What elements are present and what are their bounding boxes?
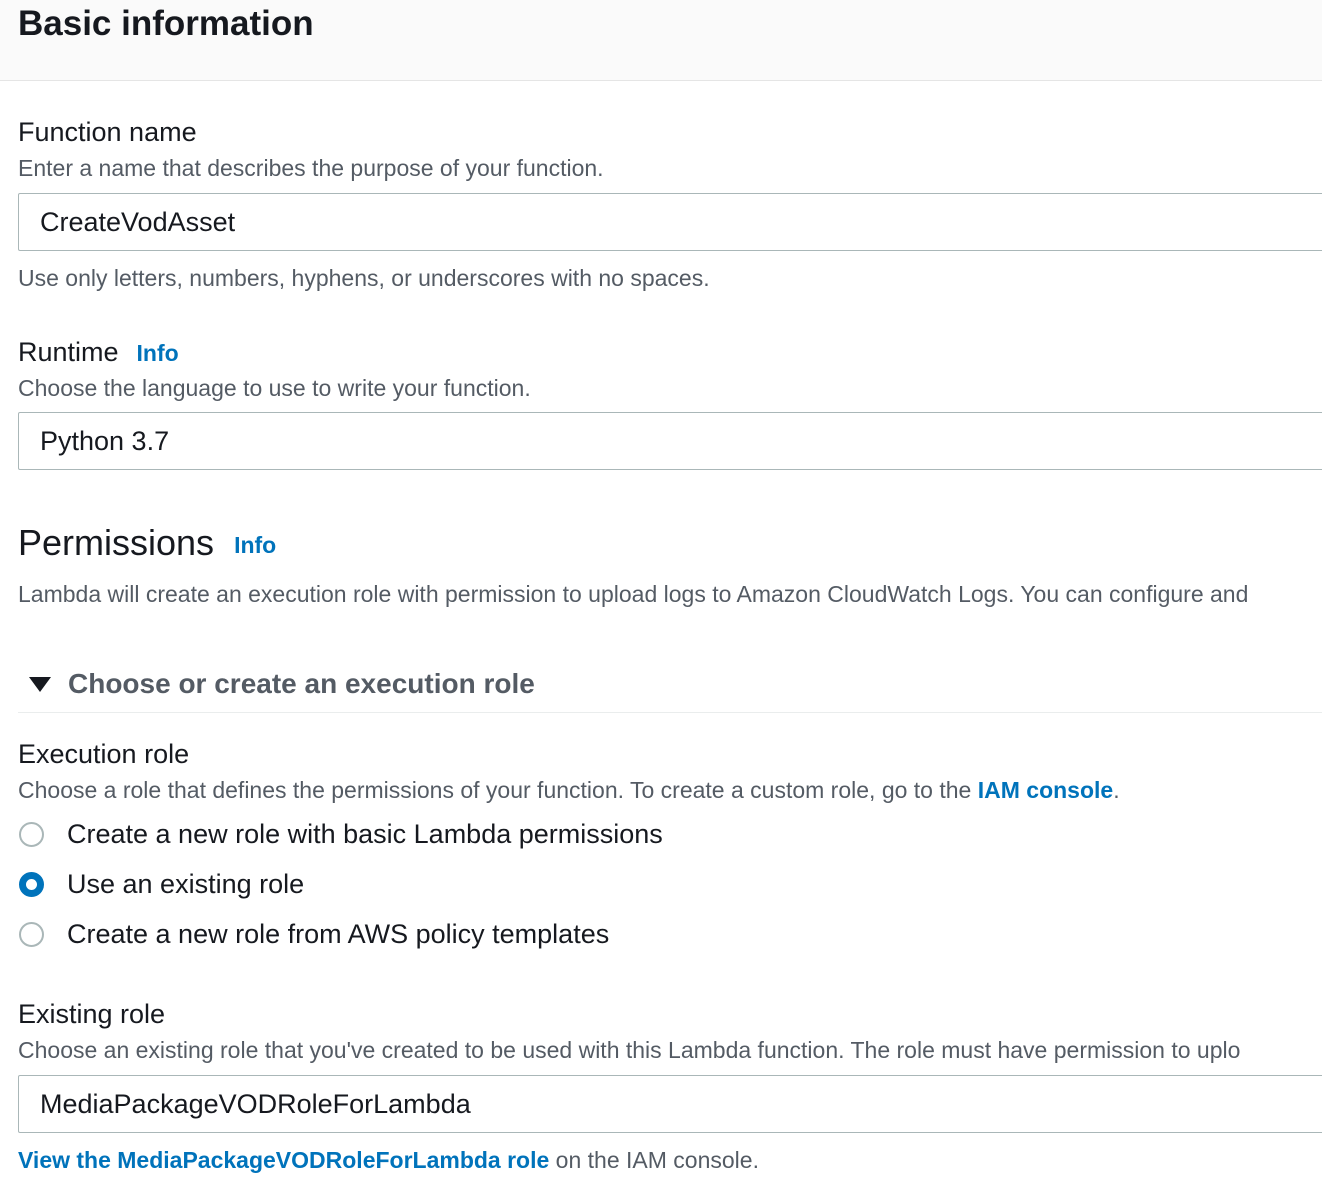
runtime-description: Choose the language to use to write your function.: [18, 375, 531, 401]
execution-role-description: [18, 775, 1120, 805]
radio-button[interactable]: [19, 922, 44, 947]
existing-role-select[interactable]: MediaPackageVODRoleForLambda: [18, 1075, 1322, 1133]
runtime-info-link[interactable]: Info: [136, 340, 179, 366]
runtime-label: Runtime: [18, 337, 119, 367]
function-name-description: Enter a name that describes the purpose of your function.: [18, 155, 604, 181]
radio-option-policy-templates[interactable]: [19, 917, 609, 951]
view-role-suffix: on the IAM console.: [549, 1147, 759, 1173]
radio-option-new-basic-role[interactable]: [19, 817, 663, 851]
permissions-title-row: [18, 521, 276, 567]
runtime-select[interactable]: Python 3.7: [18, 412, 1322, 470]
radio-button-selected[interactable]: [19, 872, 44, 897]
existing-role-description: Choose an existing role that you've created to be used with this Lambda function. The role must have permission to uplo: [18, 1037, 1241, 1063]
view-role-link[interactable]: View the MediaPackageVODRoleForLambda role: [18, 1147, 550, 1173]
function-name-constraint: Use only letters, numbers, hyphens, or underscores with no spaces.: [18, 265, 710, 291]
execution-role-description-text: Choose a role that defines the permissions of your function. To create a custom role, go to the: [18, 777, 978, 803]
execution-role-label: Execution role: [18, 739, 190, 769]
radio-button[interactable]: [19, 822, 44, 847]
radio-label: Create a new role with basic Lambda permissions: [67, 819, 663, 849]
permissions-info-link[interactable]: Info: [234, 532, 277, 559]
radio-label: Use an existing role: [67, 869, 305, 899]
function-name-label: Function name: [18, 117, 197, 147]
execution-role-expander[interactable]: Choose or create an execution role: [68, 668, 535, 699]
section-header: [0, 0, 1322, 81]
execution-role-description-suffix: .: [1113, 777, 1120, 803]
existing-role-label: Existing role: [18, 999, 166, 1029]
runtime-label-row: [18, 335, 179, 370]
radio-option-existing-role[interactable]: [19, 867, 304, 901]
permissions-description: Lambda will create an execution role with permission to upload logs to Amazon CloudWatch Logs. You can configure and: [18, 581, 1249, 607]
function-name-input[interactable]: CreateVodAsset: [18, 193, 1322, 251]
view-role-row: [18, 1145, 759, 1175]
section-title: Basic information: [18, 4, 314, 43]
permissions-title: Permissions: [18, 522, 215, 563]
caret-down-icon[interactable]: [29, 677, 51, 692]
iam-console-link[interactable]: IAM console: [977, 777, 1114, 803]
expander-divider: [18, 712, 1322, 713]
radio-label: Create a new role from AWS policy templates: [67, 919, 610, 949]
